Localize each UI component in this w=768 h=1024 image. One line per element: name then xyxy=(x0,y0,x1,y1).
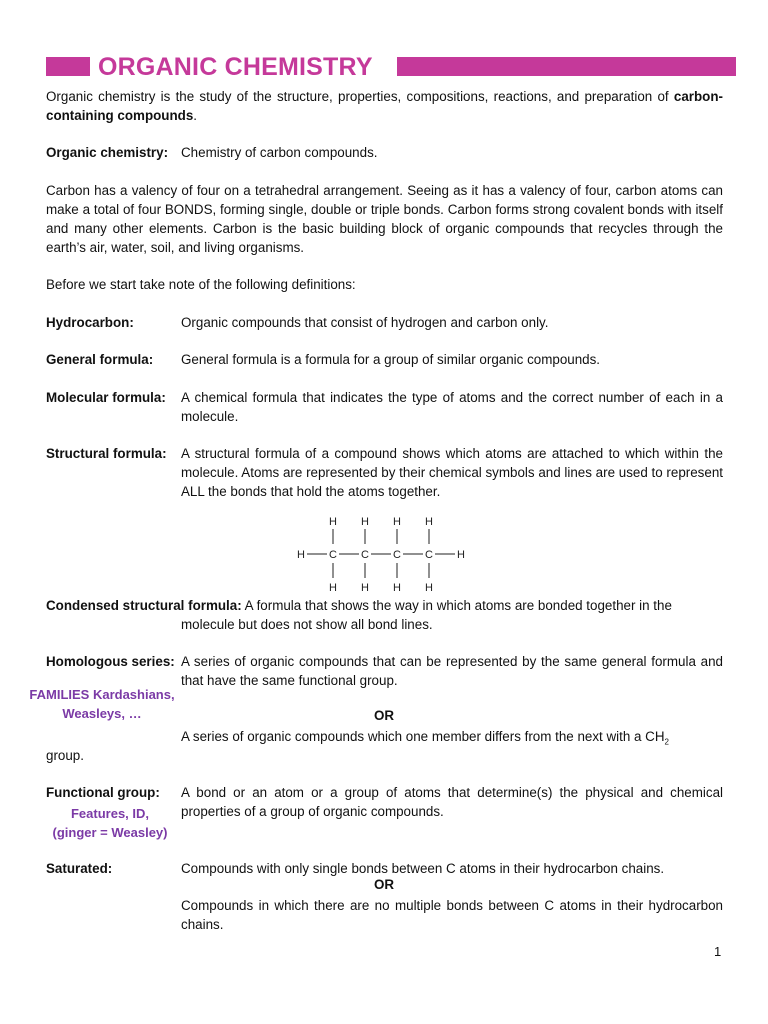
term-condensed-formula: Condensed structural formula: xyxy=(46,598,242,613)
note-features: Features, ID, xyxy=(70,806,150,821)
carbon-atom: C xyxy=(393,549,401,561)
intro-bold: carbon-containing compounds xyxy=(46,89,723,123)
hydrogen-atom-bottom: H xyxy=(329,582,337,594)
term-general-formula: General formula: xyxy=(46,352,154,367)
hydrogen-atom-bottom: H xyxy=(361,582,369,594)
hydrogen-atom-top: H xyxy=(425,516,433,528)
condensed-line1 xyxy=(46,596,672,615)
term-homologous-series: Homologous series: xyxy=(46,654,175,669)
desc-structural-formula: A structural formula of a compound shows which atoms are attached to which within the molecule. Atoms are represented by their chemical symbols and lines are used to represent ALL the bonds that hold the atoms together. xyxy=(181,446,723,499)
page-number: 1 xyxy=(714,944,722,959)
desc-homologous-2 xyxy=(181,727,723,752)
before-text: Before we start take note of the following definitions: xyxy=(46,277,356,292)
hydrogen-atom-top: H xyxy=(361,516,369,528)
page-title: ORGANIC CHEMISTRY xyxy=(98,53,373,81)
or-saturated: OR xyxy=(374,877,395,892)
hydrogen-atom-top: H xyxy=(393,516,401,528)
desc-organic-chemistry: Chemistry of carbon compounds. xyxy=(181,145,378,160)
term-organic-chemistry: Organic chemistry: xyxy=(46,145,169,160)
carbon-atom: C xyxy=(425,549,433,561)
hydrogen-atom-top: H xyxy=(329,516,337,528)
term-functional-group: Functional group: xyxy=(46,785,160,800)
carbon-atom: C xyxy=(329,549,337,561)
desc-homologous-2b: group. xyxy=(46,748,84,763)
desc-hydrocarbon: Organic compounds that consist of hydrogen and carbon only. xyxy=(181,315,549,330)
butane-structure-diagram xyxy=(292,507,474,595)
intro-end: . xyxy=(193,108,198,123)
hydrogen-atom-right: H xyxy=(457,549,465,561)
intro-paragraph xyxy=(46,87,723,125)
header-bar-right xyxy=(397,57,736,76)
note-ginger: (ginger = Weasley) xyxy=(52,825,168,840)
term-structural-formula: Structural formula: xyxy=(46,446,167,461)
term-molecular-formula: Molecular formula: xyxy=(46,390,166,405)
carbon-atom: C xyxy=(361,549,369,561)
term-saturated: Saturated: xyxy=(46,861,113,876)
desc-condensed-1: A formula that shows the way in which atoms are bonded together in the xyxy=(241,598,672,613)
ch2-subscript: 2 xyxy=(664,737,669,747)
desc-saturated: Compounds with only single bonds between C atoms in their hydrocarbon chains. xyxy=(181,861,665,876)
desc-general-formula: General formula is a formula for a group of similar organic compounds. xyxy=(181,352,601,367)
or-homologous: OR xyxy=(374,708,395,723)
desc-homologous-series: A series of organic compounds that can be represented by the same general formula and that have the same functional group. xyxy=(181,654,723,688)
desc-molecular-formula: A chemical formula that indicates the type of atoms and the correct number of each in a molecule. xyxy=(181,390,723,424)
hydrogen-atom-bottom: H xyxy=(393,582,401,594)
header-bar-left xyxy=(46,57,90,76)
desc-functional-group: A bond or an atom or a group of atoms that determine(s) the physical and chemical properties of a group of organic compounds. xyxy=(181,785,723,819)
desc-condensed-2: molecule but does not show all bond lines. xyxy=(181,617,433,632)
hydrogen-atom-left: H xyxy=(297,549,305,561)
intro-text: Organic chemistry is the study of the structure, properties, compositions, reactions, and preparation of xyxy=(46,89,674,104)
term-hydrocarbon: Hydrocarbon: xyxy=(46,315,134,330)
desc-homologous-2a: A series of organic compounds which one member differs from the next with a CH xyxy=(181,729,665,744)
hydrogen-atom-bottom: H xyxy=(425,582,433,594)
desc-saturated-2: Compounds in which there are no multiple bonds between C atoms in their hydrocarbon chains. xyxy=(181,898,723,932)
carbon-paragraph: Carbon has a valency of four on a tetrahedral arrangement. Seeing as it has a valency of four, carbon atoms can make a total of four BONDS, forming single, double or triple bonds. Carbon forms strong covalent bonds with itself and many other elements. Carbon is the basic building block of organic compounds that recycles through the earth’s air, water, soil, and living organisms. xyxy=(46,183,723,255)
note-families: FAMILIES Kardashians, Weasleys, … xyxy=(29,687,175,721)
